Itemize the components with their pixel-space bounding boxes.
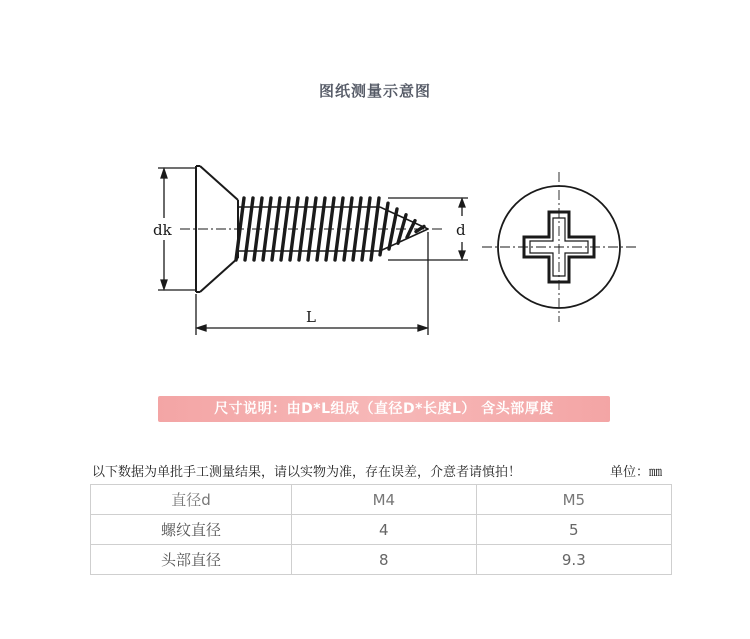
- row-label: 头部直径: [91, 545, 292, 575]
- d-label: d: [456, 221, 466, 239]
- table-row: [91, 545, 672, 575]
- L-label: L: [306, 308, 316, 326]
- table-cell: 9.3: [476, 545, 671, 575]
- header-cell: 直径d: [91, 485, 292, 515]
- spec-table: [90, 484, 672, 575]
- diagram-title: 图纸测量示意图: [318, 82, 431, 100]
- table-cell: 4: [292, 515, 477, 545]
- dimension-note: 尺寸说明：由D*L组成（直径D*长度L） 含头部厚度: [158, 396, 610, 422]
- table-cell: 5: [476, 515, 671, 545]
- table-header-row: [91, 485, 672, 515]
- table-cell: 8: [292, 545, 477, 575]
- unit-label: 单位：㎜: [610, 465, 663, 480]
- dk-label: dk: [153, 221, 172, 239]
- head-top-view: [482, 172, 636, 322]
- header-cell: M5: [476, 485, 671, 515]
- table-row: [91, 515, 672, 545]
- row-label: 螺纹直径: [91, 515, 292, 545]
- header-cell: M4: [292, 485, 477, 515]
- measurement-disclaimer: 以下数据为单批手工测量结果，请以实物为准，存在误差，介意者请慎拍！: [92, 465, 522, 480]
